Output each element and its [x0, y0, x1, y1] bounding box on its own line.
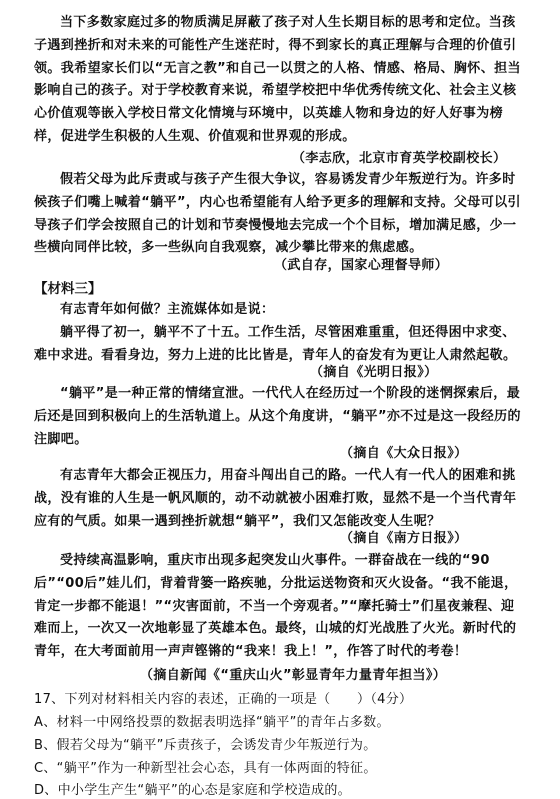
paragraph-6: 有志青年大都会正视压力，用奋斗闯出自己的路。一代人有一代人的困难和挑战，没有谁的人生是一帆风顺的，动不动就被小困难打败，显然不是一个当代青年应有的气质。如果一遇到挫折就想“躺平”，我们又怎能改变人生呢？ [34, 468, 517, 529]
attribution-1: （李志欣，北京市育英学校副校长） [292, 151, 507, 166]
option-b: B、假若父母为“躺平”斥责孩子，会诱发青少年叛逆行为。 [34, 738, 377, 753]
attribution-2: （武自存，国家心理督导师） [274, 258, 449, 273]
option-a: A、材料一中网络投票的数据表明选择“躺平”的青年占多数。 [34, 715, 390, 730]
option-d: D、中小学生产生“躺平”的心态是家庭和学校造成的。 [34, 783, 351, 798]
attribution-5: （摘自《南方日报》） [340, 531, 468, 546]
attribution-4: （摘自《大众日报》） [340, 446, 468, 461]
paragraph-2: 假若父母为此斥责或与孩子产生很大争议，容易诱发青少年叛逆行为。许多时候孩子们嘴上喊着“躺平”，内心也希望能有人给予更多的理解和支持。父母可以引导孩子们学会按照自己的计划和节奏慢慢地去完成一个个目标，增加满足感，少一些横向同伴比较，多一些纵向自我观察，减少攀比带来的焦虑感。 [34, 172, 521, 256]
paragraph-3: 有志青年如何做？主流媒体如是说： [60, 302, 275, 317]
attribution-3: （摘自《光明日报》） [310, 365, 438, 380]
material-three-heading: 【材料三】 [34, 281, 102, 297]
question-stem: 17、下列对材料相关内容的表述，正确的一项是（ ）（4分） [34, 692, 413, 707]
paragraph-1: 当下多数家庭过多的物质满足屏蔽了孩子对人生长期目标的思考和定位。当孩子遇到挫折和对未来的可能性产生迷茫时，得不到家长的真正理解与合理的价值引领。我希望家长们以“无言之教”和自己一以贯之的人格、情感、格局、胸怀、担当影响自己的孩子。对于学校教育来说，希望学校把中华优秀传统文化、社会主义核心价值观等嵌入学校日常文化情境与环境中，以英雄人物和身边的好人好事为榜样，促进学生积极的人生观、价值观和世界观的形成。 [34, 15, 521, 144]
option-c: C、“躺平”作为一种新型社会心态，具有一体两面的特征。 [34, 761, 377, 776]
paragraph-7: 受持续高温影响，重庆市出现多起突发山火事件。一群奋战在一线的“90后”“00后”娃儿们，背着背篓一路疾驰，分批运送物资和灭火设备。“我不能退，肯定一步都不能退！”“灾害面前，不当一个旁观者。”“摩托骑士”们星夜兼程、迎难而上，一次又一次地彰显了英雄本色。最终，山城的灯光战胜了火光。新时代的青年，在大考面前用一声声铿锵的“我来！我上！”，作答了时代的考卷！ [34, 553, 518, 660]
paragraph-5: “躺平”是一种正常的情绪宣泄。一代代人在经历过一个阶段的迷惘探索后，最后还是回到积极向上的生活轨道上。从这个角度讲，“躺平”亦不过是这一段经历的注脚吧。 [34, 386, 521, 447]
paragraph-4: 躺平得了初一，躺平不了十五。工作生活，尽管困难重重，但还得困中求变、难中求进。看看身边，努力上进的比比皆是，青年人的奋发有为更让人肃然起敬。 [34, 325, 517, 363]
attribution-6: （摘自新闻《“重庆山火”彰显青年力量青年担当》） [140, 668, 447, 683]
